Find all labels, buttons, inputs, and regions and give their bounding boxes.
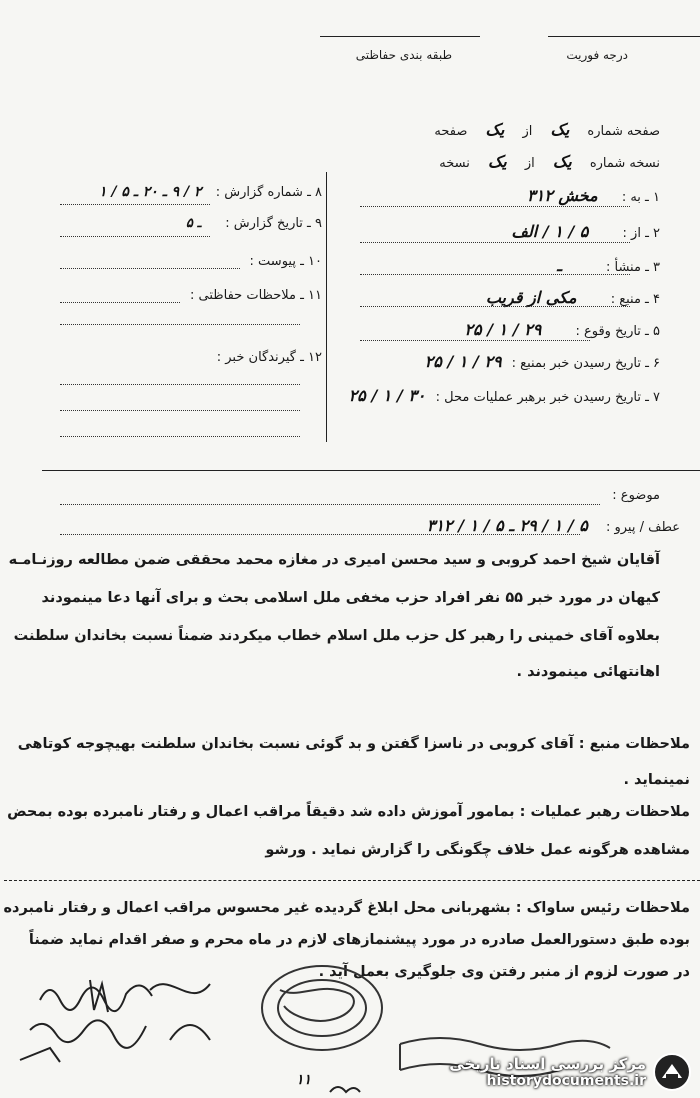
- watermark-url: historydocuments.ir: [486, 1073, 646, 1089]
- security-notes-dots-2: [60, 324, 300, 325]
- subject-label: موضوع :: [612, 488, 660, 503]
- to-dots: [360, 206, 630, 207]
- chief-notes-line: بوده طبق دستورالعمل صادره در مورد پیشنمازهای لازم در ماه محرم و صفر اقدام نماید ضمناً: [28, 932, 690, 948]
- chief-notes-line: ملاحظات رئیس ساواک : بشهربانی محل ابلاغ گردیده غیر محسوس مراقب اعمال و رفتار نامبرده: [3, 900, 690, 916]
- attachment-dots: [60, 268, 240, 269]
- copy-total: یک: [487, 152, 507, 171]
- watermark-title: مرکز بررسی اسناد تاریخی: [449, 1055, 646, 1073]
- report-no-value: ۲ / ۹ ـ ۲۰ ـ ۵ / ۱: [98, 184, 202, 200]
- report-no-dots: [60, 204, 210, 205]
- to-value: مخش ۳۱۲: [527, 186, 598, 205]
- page-unit: صفحه: [434, 124, 468, 139]
- header-rule-mid: [320, 36, 480, 37]
- field-report-date: [60, 216, 322, 231]
- origin-value: ـ: [557, 256, 562, 275]
- from-dots: [360, 242, 630, 243]
- source-notes-line: نمینماید .: [623, 772, 690, 788]
- recipients-dots-3: [60, 436, 300, 437]
- dashed-separator: [4, 880, 700, 881]
- field-to: [527, 186, 660, 205]
- origin-dots: [360, 274, 630, 275]
- reference-value: ۵ / ۱ / ۲۹ ـ ۵ / ۱ / ۳۱۲: [426, 516, 588, 535]
- field-receipt-date: [425, 352, 660, 371]
- field-occur-date: [464, 320, 660, 339]
- to-label: ۱ ـ به :: [621, 190, 660, 205]
- field-recipients: [60, 350, 322, 365]
- column-divider: [326, 172, 327, 442]
- source-label: ۴ ـ منبع :: [610, 292, 660, 307]
- archive-logo-icon: [652, 1052, 692, 1092]
- page-number-row: [434, 120, 660, 139]
- receipt-date-label: ۶ ـ تاریخ رسیدن خبر بمنبع :: [511, 356, 660, 371]
- of-label: از: [522, 124, 533, 139]
- occur-date-dots: [360, 340, 590, 341]
- from-value: ۵ / ۱ / الف: [511, 222, 589, 241]
- attachment-label: ۱۰ ـ پیوست :: [249, 254, 322, 269]
- report-no-label: ۸ ـ شماره گزارش :: [215, 185, 322, 200]
- classification-label: طبقه بندی حفاظتی: [355, 48, 452, 62]
- section-separator: [42, 470, 700, 471]
- watermark: [449, 1052, 692, 1092]
- origin-label: ۳ ـ منشأ :: [605, 260, 660, 275]
- report-line: بعلاوه آقای خمینی را رهبر کل حزب ملل اسلام خطاب میکردند ضمناً نسبت بخاندان سلطنت: [13, 628, 660, 644]
- source-notes-line: ملاحظات منبع : آقای کروبی در ناسزا گفتن و بد گوئی نسبت بخاندان سلطنت بهیچوجه کوتاهی: [17, 736, 690, 752]
- from-label: ۲ ـ از :: [622, 226, 660, 241]
- copy-number-row: [439, 152, 660, 171]
- page-mark: [330, 1087, 360, 1092]
- copy-of-label: از: [524, 156, 535, 171]
- subject-dots: [60, 504, 600, 505]
- leader-notes-line: مشاهده هرگونه عمل خلاف چگونگی را گزارش نماید . ورشو: [265, 842, 690, 858]
- occur-date-value: ۲۹ / ۱ / ۲۵: [464, 320, 542, 339]
- reference-label: عطف / پیرو :: [605, 520, 680, 535]
- source-value: مکی از قریب: [485, 288, 577, 307]
- report-date-value: ـ ۵: [185, 216, 202, 231]
- report-line: آقایان شیخ احمد کروبی و سید محسن امیری در مغازه محمد محققی ضمن مطالعه روزنـامـه: [8, 552, 660, 568]
- field-leader-date: [349, 386, 660, 405]
- field-source: [486, 288, 660, 307]
- field-security-notes: [60, 288, 322, 303]
- reference-row: [427, 516, 680, 535]
- leader-date-label: ۷ ـ تاریخ رسیدن خبر برهبر عملیات محل :: [435, 390, 660, 405]
- page-mark-number: ۱۱: [296, 1072, 312, 1088]
- copy-label: نسخه شماره: [589, 156, 660, 171]
- recipients-dots-1: [60, 384, 300, 385]
- security-notes-label: ۱۱ ـ ملاحظات حفاظتی :: [190, 288, 322, 303]
- source-dots: [360, 306, 630, 307]
- round-stamp: [262, 966, 382, 1050]
- report-line: کیهان در مورد خبر ۵۵ نفر افراد حزب مخفی ملل اسلامی بحث و برای آنها دعا مینمودند: [41, 590, 660, 606]
- report-date-dots: [60, 236, 210, 237]
- header-rule-right: [548, 36, 700, 37]
- page-value: یک: [550, 120, 570, 139]
- field-origin: [557, 256, 660, 275]
- page-total: یک: [485, 120, 505, 139]
- field-from: [511, 222, 660, 241]
- receipt-date-value: ۲۹ / ۱ / ۲۵: [424, 352, 502, 371]
- leader-date-value: ۳۰ / ۱ / ۲۵: [348, 386, 426, 405]
- report-date-label: ۹ ـ تاریخ گزارش :: [225, 216, 322, 231]
- security-notes-dots: [60, 302, 180, 303]
- field-report-no: [60, 184, 322, 200]
- recipients-label: ۱۲ ـ گیرندگان خبر :: [216, 350, 322, 365]
- page-label: صفحه شماره: [587, 124, 660, 139]
- urgency-label: درجه فوریت: [566, 48, 628, 62]
- recipients-dots-2: [60, 410, 300, 411]
- occur-date-label: ۵ ـ تاریخ وقوع :: [575, 324, 660, 339]
- leader-notes-line: ملاحظات رهبر عملیات : بمامور آموزش داده شد دقیقاً مراقب اعمال و رفتار نامبرده بوده بمحض: [7, 804, 690, 820]
- reference-dots: [60, 534, 580, 535]
- copy-unit: نسخه: [439, 156, 470, 171]
- signature-left: [20, 980, 210, 1062]
- copy-value: یک: [552, 152, 572, 171]
- field-attachment: [60, 254, 322, 269]
- chief-notes-line: در صورت لزوم از منبر رفتن وی جلوگیری بعمل آید .: [318, 964, 690, 980]
- report-line: اهانتهائی مینمودند .: [516, 664, 660, 680]
